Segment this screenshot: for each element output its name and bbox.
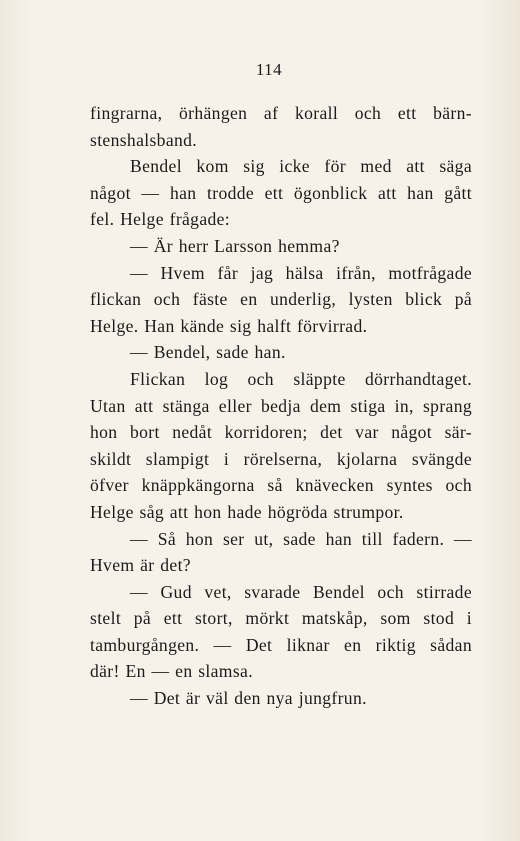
body-text [90,100,472,712]
text-line: Hvem är det? [90,555,191,576]
text-line: — Hvem får jag hälsa ifrån, motfrågade [130,262,472,283]
text-line: hon bort nedåt korridoren; det var något sär- [90,422,472,443]
text-line: öfver knäppkängorna så knävecken syntes och [90,475,472,496]
text-line: tamburgången. — Det liknar en riktig sådan [90,634,472,655]
text-line: där! En — en slamsa. [90,661,253,682]
text-line: — Gud vet, svarade Bendel och stirrade [130,581,472,602]
text-line: — Det är väl den nya jungfrun. [130,688,367,709]
text-line: — Är herr Larsson hemma? [130,235,340,256]
page-number: 114 [255,60,283,79]
text-line: flickan och fäste en underlig, lysten blick på [90,289,472,310]
text-line: Utan att stänga eller bedja dem stiga in, sprang [90,395,472,416]
text-line: skildt slampigt i rörelserna, kjolarna svängde [90,448,472,469]
text-line: Bendel kom sig icke för med att säga [130,156,472,177]
text-line: stenshalsband. [90,129,198,150]
text-line: — Bendel, sade han. [130,342,286,363]
text-line: Flickan log och släppte dörrhandtaget. [130,368,472,389]
text-line: Helge såg att hon hade högröda strumpor. [90,501,404,522]
text-line: något — han trodde ett ögonblick att han gått [90,182,472,203]
text-line: — Så hon ser ut, sade han till fadern. — [130,528,472,549]
text-line: fel. Helge frågade: [90,209,231,230]
text-line: Helge. Han kände sig halft förvirrad. [90,315,368,336]
text-line: stelt på ett stort, mörkt matskåp, som stod i [90,608,472,629]
text-line: fingrarna, örhängen af korall och ett bärn- [90,103,472,123]
